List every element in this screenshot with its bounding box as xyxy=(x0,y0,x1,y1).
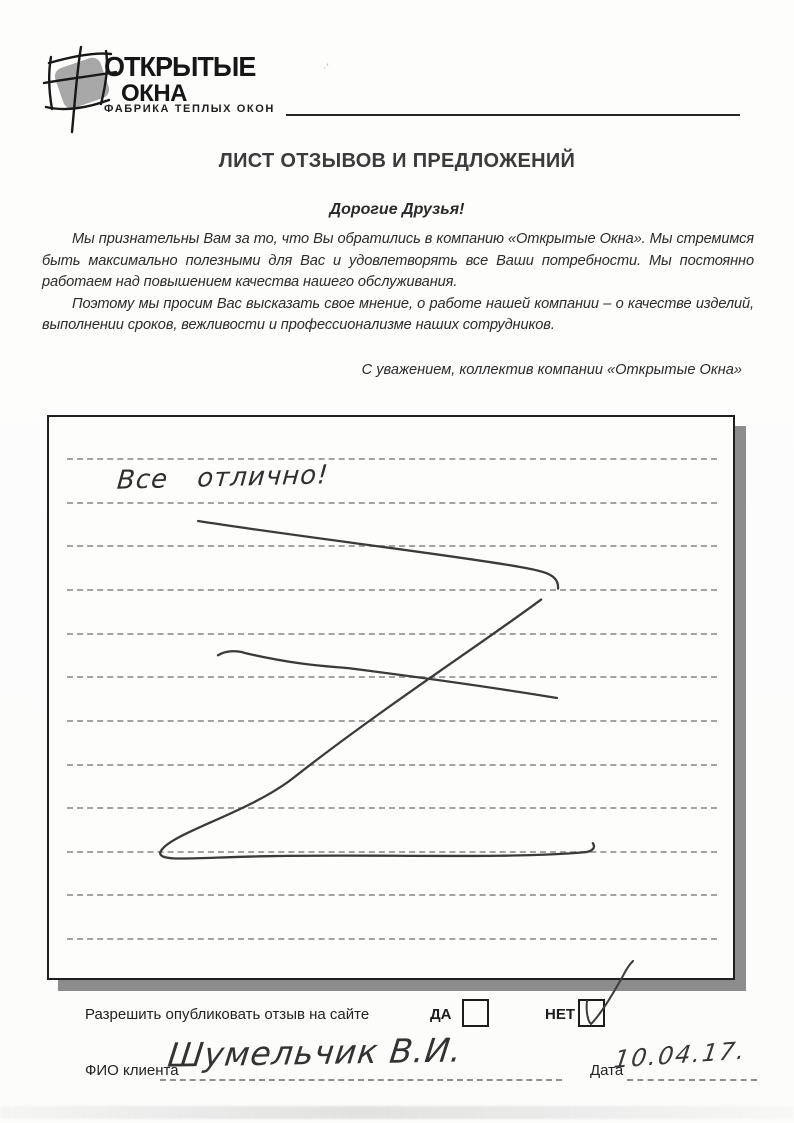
date-label: Дата xyxy=(590,1062,624,1079)
fio-input-line[interactable] xyxy=(160,1079,562,1081)
handwritten-scribble xyxy=(49,417,733,978)
logo-name-line1: ОТКРЫТЫЕ xyxy=(104,51,256,83)
greeting: Дорогие Друзья! xyxy=(329,201,465,218)
header-rule xyxy=(286,114,740,116)
date-input-line[interactable] xyxy=(627,1079,757,1081)
scan-artifact-band xyxy=(0,1106,794,1119)
checkmark-icon xyxy=(566,960,662,1034)
scan-speck: ·' xyxy=(323,62,329,74)
publish-question-label: Разрешить опубликовать отзыв на сайте xyxy=(85,1006,370,1023)
paragraph-2: Поэтому мы просим Вас высказать свое мнение, о работе нашей компании – о качестве изделий, выполнении сроков, вежливости и профессионализме наших сотрудников. xyxy=(42,295,754,334)
handwritten-comment: Все отлично! xyxy=(115,460,330,496)
yes-checkbox[interactable] xyxy=(462,999,489,1027)
logo-tagline: ФАБРИКА ТЕПЛЫХ ОКОН xyxy=(104,103,275,115)
feedback-writing-area[interactable] xyxy=(47,415,735,980)
no-label: НЕТ xyxy=(545,1006,575,1023)
date-handwritten-value: 10.04.17. xyxy=(612,1036,749,1074)
signature-line: С уважением, коллектив компании «Открытые Окна» xyxy=(361,362,742,378)
fio-handwritten-value: Шумельчик В.И. xyxy=(165,1030,465,1075)
logo-wordmark xyxy=(104,51,256,107)
logo-name-line2: ОКНА xyxy=(121,80,187,107)
paragraph-1: Мы признательны Вам за то, что Вы обратились в компанию «Открытые Окна». Мы стремимся быть максимально полезными для Вас и удовлетворять все Ваши потребности. Мы постоянно работаем над повышением качества нашего обслуживания. xyxy=(42,231,754,291)
page-title: ЛИСТ ОТЗЫВОВ И ПРЕДЛОЖЕНИЙ xyxy=(218,150,576,172)
yes-label: ДА xyxy=(430,1006,452,1023)
intro-text xyxy=(42,229,754,337)
fio-label: ФИО клиента xyxy=(85,1062,179,1079)
